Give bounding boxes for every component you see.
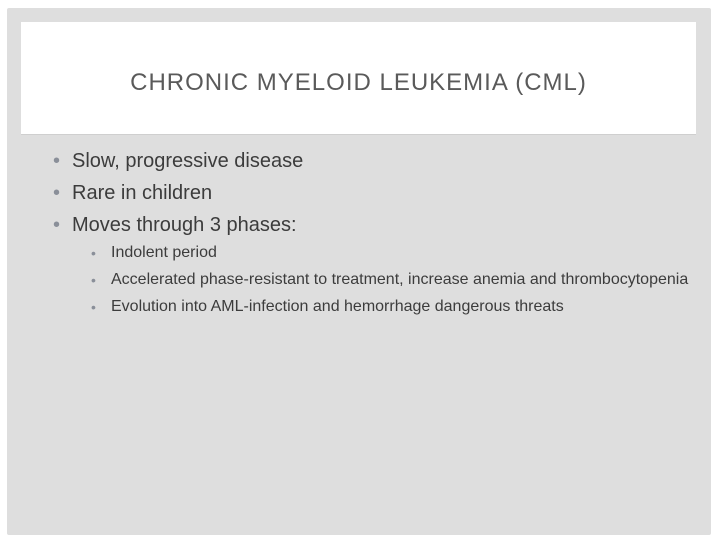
sub-bullet-text: Accelerated phase-resistant to treatment, increase anemia and thrombocytopenia bbox=[111, 271, 689, 288]
slide-title: CHRONIC MYELOID LEUKEMIA (CML) bbox=[130, 69, 587, 96]
sub-bullet-item bbox=[91, 243, 691, 263]
bullet-icon: • bbox=[91, 245, 96, 261]
bullet-text: Slow, progressive disease bbox=[72, 150, 304, 172]
bullet-item bbox=[53, 209, 693, 317]
bullet-icon: • bbox=[53, 214, 61, 236]
sub-bullet-item bbox=[91, 297, 691, 317]
bullet-icon: • bbox=[53, 150, 61, 172]
sub-bullet-text: Indolent period bbox=[111, 244, 217, 261]
bullet-list bbox=[53, 145, 693, 317]
bullet-icon: • bbox=[91, 272, 96, 288]
bullet-icon: • bbox=[91, 299, 96, 315]
bullet-text: Rare in children bbox=[72, 182, 213, 204]
sub-bullet-list bbox=[72, 243, 693, 317]
bullet-text: Moves through 3 phases: bbox=[72, 214, 297, 236]
slide bbox=[7, 8, 711, 535]
bullet-item bbox=[53, 177, 693, 209]
bullet-item bbox=[53, 145, 693, 177]
slide-content bbox=[53, 145, 693, 324]
bullet-icon: • bbox=[53, 182, 61, 204]
sub-bullet-item bbox=[91, 270, 691, 290]
title-band bbox=[21, 22, 696, 135]
sub-bullet-text: Evolution into AML-infection and hemorrhage dangerous threats bbox=[111, 298, 564, 315]
